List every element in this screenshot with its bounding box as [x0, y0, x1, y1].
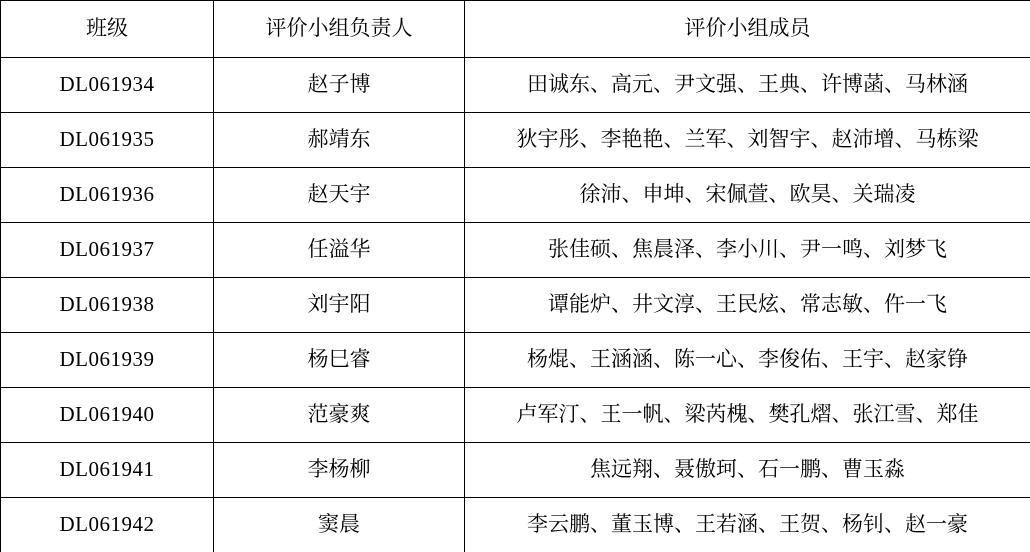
table-row	[1, 223, 1030, 278]
cell-class: DL061942	[1, 498, 214, 552]
table-body	[1, 58, 1030, 552]
cell-members: 焦远翔、聂傲珂、石一鹏、曹玉淼	[465, 443, 1030, 498]
table-row	[1, 278, 1030, 333]
table-row	[1, 333, 1030, 388]
cell-members: 李云鹏、董玉博、王若涵、王贺、杨钊、赵一豪	[465, 498, 1030, 552]
table-row	[1, 58, 1030, 113]
cell-leader: 赵天宇	[214, 168, 465, 223]
cell-leader: 郝靖东	[214, 113, 465, 168]
cell-leader: 刘宇阳	[214, 278, 465, 333]
cell-leader: 窦晨	[214, 498, 465, 552]
table-row	[1, 388, 1030, 443]
cell-leader: 范豪爽	[214, 388, 465, 443]
cell-class: DL061936	[1, 168, 214, 223]
table-row	[1, 168, 1030, 223]
table-row	[1, 443, 1030, 498]
cell-class: DL061934	[1, 58, 214, 113]
cell-leader: 杨巳睿	[214, 333, 465, 388]
cell-class: DL061938	[1, 278, 214, 333]
column-header-members: 评价小组成员	[465, 1, 1030, 58]
table-row	[1, 113, 1030, 168]
cell-members: 田诚东、高元、尹文强、王典、许博菡、马林涵	[465, 58, 1030, 113]
cell-class: DL061939	[1, 333, 214, 388]
cell-members: 杨焜、王涵涵、陈一心、李俊佑、王宇、赵家铮	[465, 333, 1030, 388]
column-header-leader: 评价小组负责人	[214, 1, 465, 58]
cell-members: 张佳硕、焦晨泽、李小川、尹一鸣、刘梦飞	[465, 223, 1030, 278]
column-header-class: 班级	[1, 1, 214, 58]
table-header-row	[1, 1, 1030, 58]
cell-class: DL061935	[1, 113, 214, 168]
cell-members: 狄宇彤、李艳艳、兰军、刘智宇、赵沛增、马栋梁	[465, 113, 1030, 168]
cell-class: DL061940	[1, 388, 214, 443]
table-header	[1, 1, 1030, 58]
cell-class: DL061937	[1, 223, 214, 278]
cell-leader: 李杨柳	[214, 443, 465, 498]
cell-members: 谭能炉、井文淳、王民炫、常志敏、仵一飞	[465, 278, 1030, 333]
table-row	[1, 498, 1030, 552]
cell-members: 徐沛、申坤、宋佩萱、欧昊、关瑞凌	[465, 168, 1030, 223]
cell-leader: 赵子博	[214, 58, 465, 113]
cell-leader: 任溢华	[214, 223, 465, 278]
cell-members: 卢军汀、王一帆、梁芮槐、樊孔熠、张江雪、郑佳	[465, 388, 1030, 443]
cell-class: DL061941	[1, 443, 214, 498]
